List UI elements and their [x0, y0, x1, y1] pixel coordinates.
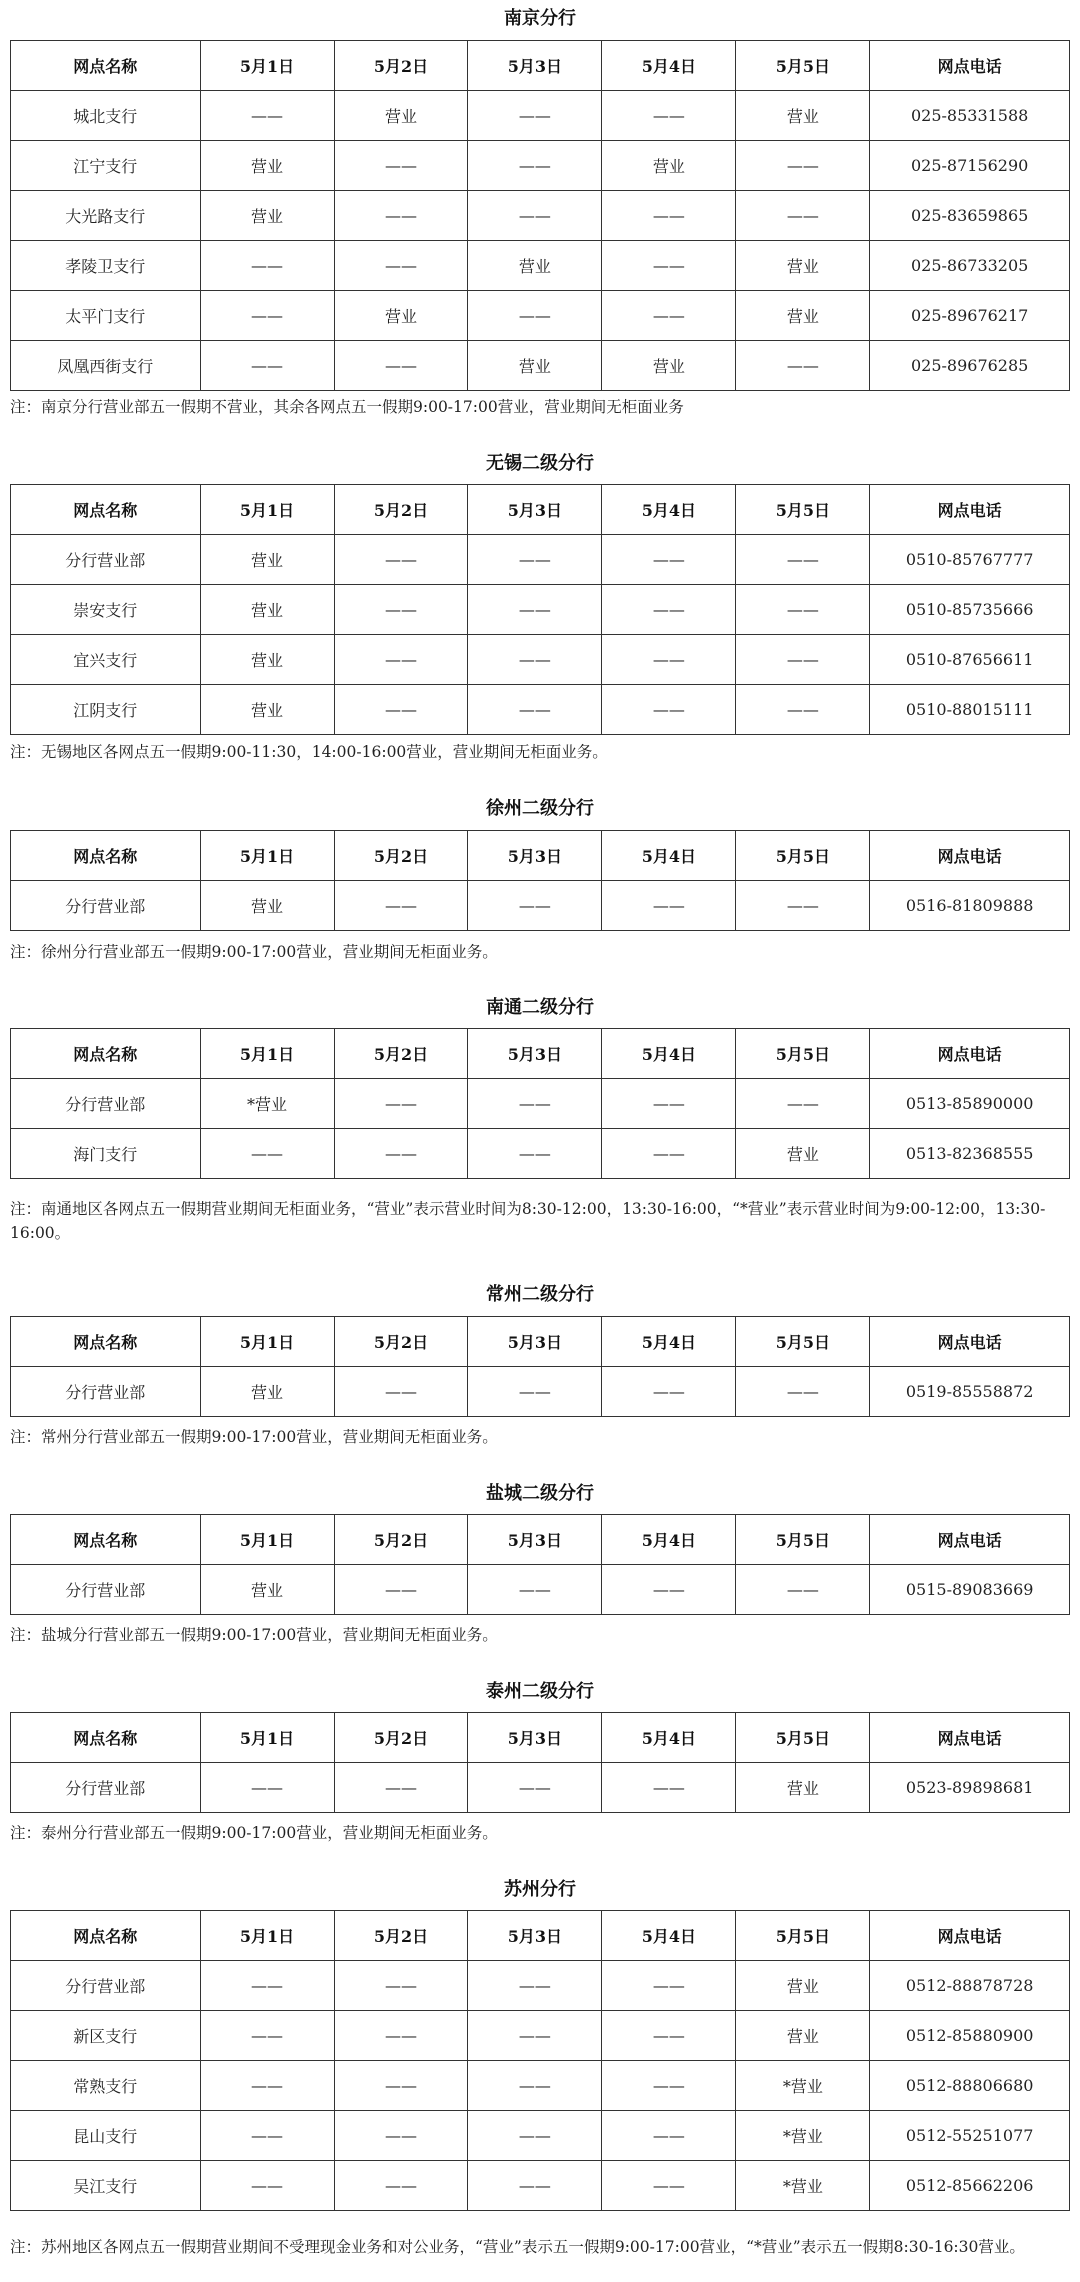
status-cell: 营业 [200, 881, 334, 931]
table-row [11, 2111, 1070, 2161]
status-cell: —— [602, 91, 736, 141]
status-cell: —— [200, 241, 334, 291]
table-row [11, 291, 1070, 341]
status-cell: 营业 [200, 535, 334, 585]
column-header: 5月5日 [736, 41, 870, 91]
branch-name-cell: 大光路支行 [11, 191, 201, 241]
status-cell: —— [736, 1565, 870, 1615]
table-row [11, 2161, 1070, 2211]
column-header: 网点电话 [870, 41, 1070, 91]
column-header: 网点名称 [11, 1911, 201, 1961]
status-cell: 营业 [736, 1961, 870, 2011]
column-header: 5月1日 [200, 1713, 334, 1763]
branch-name-cell: 分行营业部 [11, 1961, 201, 2011]
status-cell: —— [602, 241, 736, 291]
column-header: 5月5日 [736, 1317, 870, 1367]
branch-schedule-table [10, 484, 1070, 735]
column-header: 网点名称 [11, 41, 201, 91]
status-cell: —— [334, 585, 468, 635]
section-note: 注：苏州地区各网点五一假期营业期间不受理现金业务和对公业务，“营业”表示五一假期9:00-17:00营业，“*营业”表示五一假期8:30-16:30营业。 [10, 2238, 1025, 2256]
status-cell: —— [602, 291, 736, 341]
status-cell: —— [334, 2061, 468, 2111]
column-header: 5月2日 [334, 485, 468, 535]
table-header-row [11, 1911, 1070, 1961]
status-cell: —— [736, 141, 870, 191]
status-cell: —— [602, 535, 736, 585]
table-header-row [11, 485, 1070, 535]
status-cell: —— [468, 2061, 602, 2111]
status-cell: —— [334, 241, 468, 291]
table-row [11, 2011, 1070, 2061]
status-cell: 营业 [200, 141, 334, 191]
phone-cell: 0512-85880900 [870, 2011, 1070, 2061]
column-header: 5月4日 [602, 831, 736, 881]
status-cell: —— [468, 2161, 602, 2211]
phone-cell: 0513-85890000 [870, 1079, 1070, 1129]
branch-name-cell: 城北支行 [11, 91, 201, 141]
column-header: 5月1日 [200, 831, 334, 881]
column-header: 5月3日 [468, 41, 602, 91]
branch-name-cell: 海门支行 [11, 1129, 201, 1179]
status-cell: —— [468, 1565, 602, 1615]
status-cell: 营业 [334, 91, 468, 141]
phone-cell: 025-87156290 [870, 141, 1070, 191]
column-header: 网点名称 [11, 485, 201, 535]
status-cell: 营业 [736, 241, 870, 291]
status-cell: —— [334, 1565, 468, 1615]
status-cell: —— [468, 141, 602, 191]
status-cell: —— [334, 881, 468, 931]
status-cell: —— [200, 341, 334, 391]
phone-cell: 025-89676285 [870, 341, 1070, 391]
column-header: 5月4日 [602, 1029, 736, 1079]
table-row [11, 1961, 1070, 2011]
status-cell: —— [468, 2011, 602, 2061]
status-cell: —— [736, 685, 870, 735]
status-cell: 营业 [200, 685, 334, 735]
column-header: 网点名称 [11, 1029, 201, 1079]
column-header: 网点电话 [870, 485, 1070, 535]
table-row [11, 1129, 1070, 1179]
branch-name-cell: 分行营业部 [11, 535, 201, 585]
column-header: 网点名称 [11, 831, 201, 881]
phone-cell: 0515-89083669 [870, 1565, 1070, 1615]
status-cell: —— [334, 535, 468, 585]
column-header: 网点电话 [870, 1713, 1070, 1763]
status-cell: 营业 [602, 141, 736, 191]
section-title: 徐州二级分行 [486, 798, 594, 819]
section-note: 注：南京分行营业部五一假期不营业，其余各网点五一假期9:00-17:00营业，营业期间无柜面业务 [10, 398, 684, 416]
phone-cell: 025-89676217 [870, 291, 1070, 341]
column-header: 5月3日 [468, 1713, 602, 1763]
column-header: 5月4日 [602, 41, 736, 91]
table-header-row [11, 41, 1070, 91]
phone-cell: 025-86733205 [870, 241, 1070, 291]
column-header: 5月5日 [736, 485, 870, 535]
phone-cell: 0510-88015111 [870, 685, 1070, 735]
branch-name-cell: 分行营业部 [11, 881, 201, 931]
status-cell: —— [602, 1565, 736, 1615]
table-row [11, 241, 1070, 291]
branch-schedule-table [10, 1028, 1070, 1179]
table-row [11, 1565, 1070, 1615]
branch-name-cell: 凤凰西街支行 [11, 341, 201, 391]
table-header-row [11, 1515, 1070, 1565]
table-row [11, 1079, 1070, 1129]
status-cell: 营业 [468, 341, 602, 391]
branch-schedule-table [10, 1910, 1070, 2211]
column-header: 5月3日 [468, 1515, 602, 1565]
status-cell: 营业 [468, 241, 602, 291]
status-cell: 营业 [200, 191, 334, 241]
status-cell: —— [200, 2011, 334, 2061]
branch-name-cell: 分行营业部 [11, 1079, 201, 1129]
status-cell: —— [468, 91, 602, 141]
phone-cell: 025-83659865 [870, 191, 1070, 241]
section-title: 盐城二级分行 [486, 1483, 594, 1504]
column-header: 网点电话 [870, 831, 1070, 881]
section-note: 注：无锡地区各网点五一假期9:00-11:30，14:00-16:00营业，营业期间无柜面业务。 [10, 743, 608, 761]
column-header: 5月2日 [334, 1029, 468, 1079]
status-cell: —— [736, 1367, 870, 1417]
branch-name-cell: 孝陵卫支行 [11, 241, 201, 291]
status-cell: —— [334, 2111, 468, 2161]
phone-cell: 0512-88878728 [870, 1961, 1070, 2011]
section-title: 南通二级分行 [486, 997, 594, 1018]
status-cell: —— [468, 1129, 602, 1179]
column-header: 5月5日 [736, 1713, 870, 1763]
status-cell: —— [736, 1079, 870, 1129]
status-cell: —— [602, 1367, 736, 1417]
column-header: 5月3日 [468, 485, 602, 535]
column-header: 网点名称 [11, 1317, 201, 1367]
status-cell: —— [602, 2161, 736, 2211]
section-title: 无锡二级分行 [486, 453, 594, 474]
column-header: 5月1日 [200, 1317, 334, 1367]
status-cell: —— [602, 881, 736, 931]
status-cell: —— [736, 191, 870, 241]
status-cell: —— [200, 291, 334, 341]
status-cell: 营业 [602, 341, 736, 391]
column-header: 5月3日 [468, 1029, 602, 1079]
column-header: 5月3日 [468, 1317, 602, 1367]
column-header: 网点电话 [870, 1317, 1070, 1367]
section-title: 常州二级分行 [486, 1284, 594, 1305]
column-header: 5月5日 [736, 1515, 870, 1565]
table-row [11, 585, 1070, 635]
status-cell: —— [200, 2111, 334, 2161]
status-cell: —— [468, 191, 602, 241]
table-row [11, 881, 1070, 931]
table-header-row [11, 831, 1070, 881]
status-cell: —— [602, 1763, 736, 1813]
status-cell: —— [334, 635, 468, 685]
table-row [11, 635, 1070, 685]
status-cell: —— [200, 1763, 334, 1813]
column-header: 5月3日 [468, 831, 602, 881]
status-cell: 营业 [736, 91, 870, 141]
status-cell: —— [468, 1079, 602, 1129]
phone-cell: 0512-88806680 [870, 2061, 1070, 2111]
table-row [11, 141, 1070, 191]
phone-cell: 0512-85662206 [870, 2161, 1070, 2211]
branch-name-cell: 分行营业部 [11, 1565, 201, 1615]
status-cell: —— [200, 2161, 334, 2211]
status-cell: —— [334, 2161, 468, 2211]
status-cell: —— [334, 685, 468, 735]
status-cell: —— [602, 2111, 736, 2161]
phone-cell: 0510-87656611 [870, 635, 1070, 685]
status-cell: —— [468, 585, 602, 635]
column-header: 5月1日 [200, 41, 334, 91]
section-note: 注：徐州分行营业部五一假期9:00-17:00营业，营业期间无柜面业务。 [10, 943, 498, 961]
status-cell: —— [736, 341, 870, 391]
table-header-row [11, 1713, 1070, 1763]
branch-schedule-table [10, 1712, 1070, 1813]
table-header-row [11, 1029, 1070, 1079]
table-row [11, 535, 1070, 585]
status-cell: —— [468, 1367, 602, 1417]
column-header: 5月1日 [200, 1515, 334, 1565]
column-header: 5月1日 [200, 1029, 334, 1079]
status-cell: —— [468, 2111, 602, 2161]
status-cell: —— [736, 535, 870, 585]
status-cell: —— [602, 585, 736, 635]
column-header: 5月2日 [334, 41, 468, 91]
status-cell: —— [602, 635, 736, 685]
status-cell: 营业 [736, 1763, 870, 1813]
phone-cell: 0523-89898681 [870, 1763, 1070, 1813]
status-cell: —— [334, 1961, 468, 2011]
status-cell: —— [334, 1129, 468, 1179]
section-title: 苏州分行 [504, 1879, 576, 1900]
status-cell: 营业 [200, 1367, 334, 1417]
status-cell: *营业 [736, 2111, 870, 2161]
status-cell: —— [334, 1079, 468, 1129]
status-cell: —— [334, 141, 468, 191]
branch-name-cell: 宜兴支行 [11, 635, 201, 685]
branch-schedule-table [10, 1316, 1070, 1417]
status-cell: 营业 [736, 1129, 870, 1179]
section-title: 南京分行 [504, 8, 576, 29]
status-cell: —— [334, 191, 468, 241]
status-cell: —— [468, 1961, 602, 2011]
phone-cell: 0510-85767777 [870, 535, 1070, 585]
status-cell: —— [602, 2061, 736, 2111]
status-cell: —— [334, 1763, 468, 1813]
status-cell: —— [468, 291, 602, 341]
table-header-row [11, 1317, 1070, 1367]
table-row [11, 341, 1070, 391]
status-cell: —— [602, 685, 736, 735]
column-header: 5月2日 [334, 1713, 468, 1763]
table-row [11, 1367, 1070, 1417]
table-row [11, 2061, 1070, 2111]
column-header: 网点电话 [870, 1911, 1070, 1961]
status-cell: —— [736, 881, 870, 931]
status-cell: —— [468, 881, 602, 931]
section-note: 注：常州分行营业部五一假期9:00-17:00营业，营业期间无柜面业务。 [10, 1428, 498, 1446]
phone-cell: 0512-55251077 [870, 2111, 1070, 2161]
status-cell: —— [468, 685, 602, 735]
column-header: 网点名称 [11, 1515, 201, 1565]
table-row [11, 191, 1070, 241]
status-cell: —— [200, 1961, 334, 2011]
phone-cell: 025-85331588 [870, 91, 1070, 141]
table-row [11, 1763, 1070, 1813]
section-note: 注：盐城分行营业部五一假期9:00-17:00营业，营业期间无柜面业务。 [10, 1626, 498, 1644]
status-cell: 营业 [200, 635, 334, 685]
branch-name-cell: 常熟支行 [11, 2061, 201, 2111]
branch-name-cell: 崇安支行 [11, 585, 201, 635]
status-cell: 营业 [200, 1565, 334, 1615]
status-cell: 营业 [200, 585, 334, 635]
status-cell: —— [468, 635, 602, 685]
branch-schedule-table [10, 1514, 1070, 1615]
branch-name-cell: 吴江支行 [11, 2161, 201, 2211]
status-cell: —— [736, 585, 870, 635]
column-header: 网点电话 [870, 1029, 1070, 1079]
status-cell: 营业 [334, 291, 468, 341]
status-cell: —— [468, 535, 602, 585]
column-header: 5月4日 [602, 1911, 736, 1961]
status-cell: 营业 [736, 2011, 870, 2061]
branch-name-cell: 太平门支行 [11, 291, 201, 341]
phone-cell: 0519-85558872 [870, 1367, 1070, 1417]
section-title: 泰州二级分行 [486, 1681, 594, 1702]
status-cell: —— [602, 191, 736, 241]
column-header: 5月5日 [736, 1911, 870, 1961]
branch-name-cell: 昆山支行 [11, 2111, 201, 2161]
status-cell: —— [200, 91, 334, 141]
column-header: 5月4日 [602, 485, 736, 535]
branch-schedule-table [10, 40, 1070, 391]
status-cell: *营业 [736, 2061, 870, 2111]
column-header: 5月4日 [602, 1317, 736, 1367]
status-cell: —— [468, 1763, 602, 1813]
branch-name-cell: 新区支行 [11, 2011, 201, 2061]
status-cell: —— [602, 1079, 736, 1129]
status-cell: —— [602, 2011, 736, 2061]
section-note: 注：泰州分行营业部五一假期9:00-17:00营业，营业期间无柜面业务。 [10, 1824, 498, 1842]
status-cell: —— [602, 1961, 736, 2011]
column-header: 5月5日 [736, 1029, 870, 1079]
branch-name-cell: 江阴支行 [11, 685, 201, 735]
column-header: 网点电话 [870, 1515, 1070, 1565]
status-cell: —— [334, 341, 468, 391]
phone-cell: 0513-82368555 [870, 1129, 1070, 1179]
column-header: 5月2日 [334, 831, 468, 881]
table-row [11, 685, 1070, 735]
column-header: 5月1日 [200, 485, 334, 535]
column-header: 5月3日 [468, 1911, 602, 1961]
status-cell: 营业 [736, 291, 870, 341]
branch-schedule-table [10, 830, 1070, 931]
branch-name-cell: 分行营业部 [11, 1763, 201, 1813]
column-header: 网点名称 [11, 1713, 201, 1763]
status-cell: —— [602, 1129, 736, 1179]
column-header: 5月2日 [334, 1317, 468, 1367]
branch-name-cell: 分行营业部 [11, 1367, 201, 1417]
status-cell: —— [200, 1129, 334, 1179]
phone-cell: 0510-85735666 [870, 585, 1070, 635]
phone-cell: 0516-81809888 [870, 881, 1070, 931]
table-row [11, 91, 1070, 141]
column-header: 5月4日 [602, 1713, 736, 1763]
status-cell: —— [334, 2011, 468, 2061]
column-header: 5月4日 [602, 1515, 736, 1565]
branch-name-cell: 江宁支行 [11, 141, 201, 191]
status-cell: *营业 [736, 2161, 870, 2211]
status-cell: —— [736, 635, 870, 685]
section-note: 注：南通地区各网点五一假期营业期间无柜面业务，“营业”表示营业时间为8:30-12:00，13:30-16:00，“*营业”表示营业时间为9:00-12:00，13:30-16:00。 [10, 1200, 1046, 1242]
status-cell: —— [200, 2061, 334, 2111]
status-cell: *营业 [200, 1079, 334, 1129]
status-cell: —— [334, 1367, 468, 1417]
column-header: 5月2日 [334, 1911, 468, 1961]
column-header: 5月2日 [334, 1515, 468, 1565]
column-header: 5月1日 [200, 1911, 334, 1961]
column-header: 5月5日 [736, 831, 870, 881]
